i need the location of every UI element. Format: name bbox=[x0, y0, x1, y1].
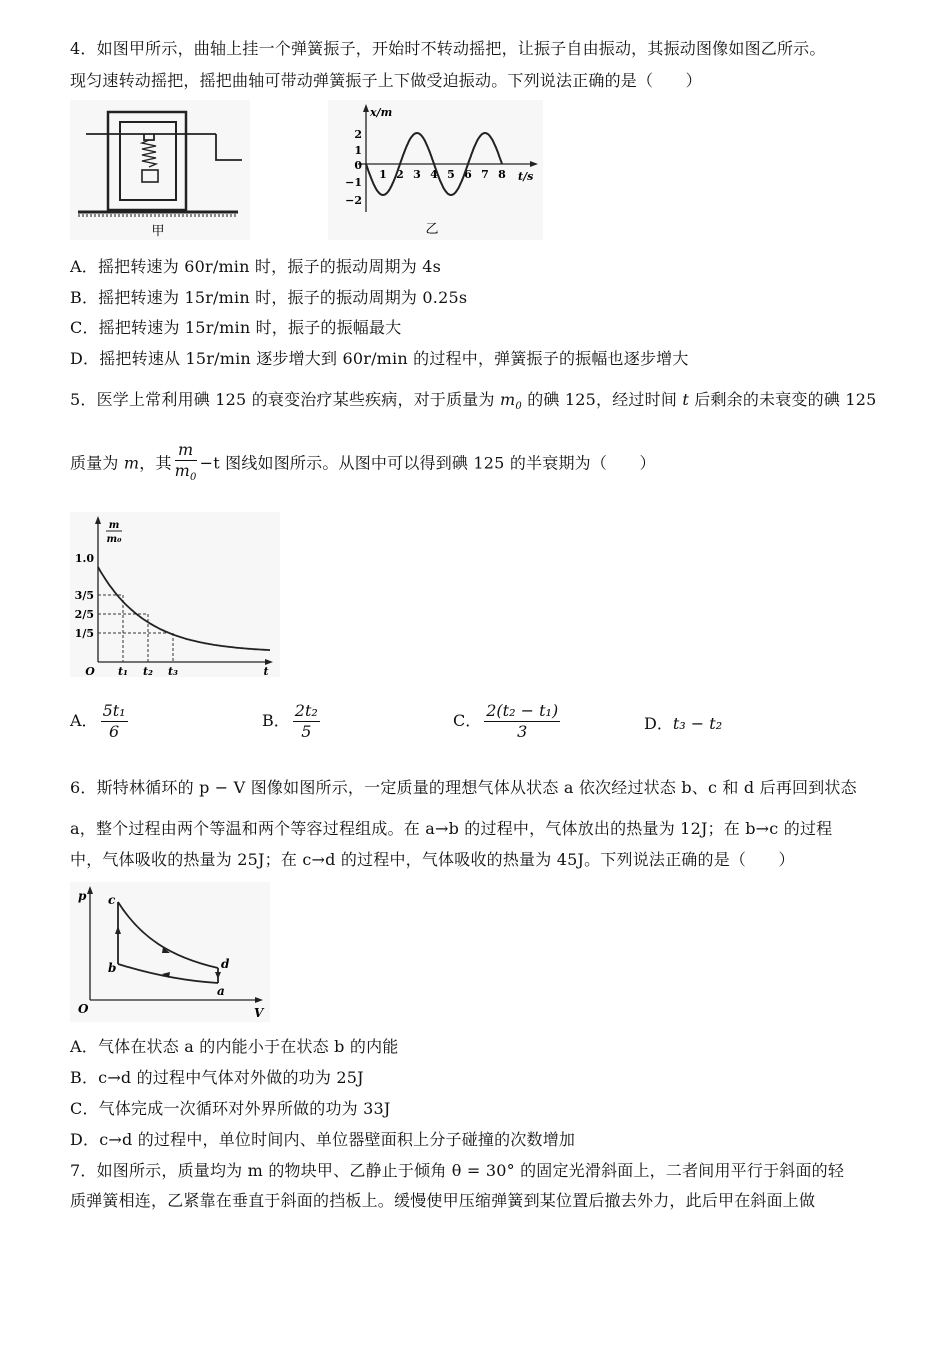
q5-ytick: 3/5 bbox=[74, 589, 94, 602]
q4-figure-apparatus bbox=[70, 100, 250, 240]
q5-symbol-m: m bbox=[123, 453, 140, 473]
q5-symbol-t: t bbox=[682, 390, 689, 409]
q5-stem-line2 bbox=[70, 440, 656, 488]
q6-point-c: c bbox=[108, 893, 116, 907]
q4-graph-ylabel: x/m bbox=[370, 106, 393, 119]
q7-stem-line2: 质弹簧相连，乙紧靠在垂直于斜面的挡板上。缓慢使甲压缩弹簧到某位置后撤去外力，此后甲在斜面上做 bbox=[70, 1191, 816, 1210]
q5-option-b[interactable]: B． $\frac{\text{2t₂}}{5}$ bbox=[262, 701, 318, 741]
q4-xtick: 7 bbox=[481, 168, 489, 181]
q4-xtick: 2 bbox=[396, 168, 404, 181]
q5-xtick: O bbox=[85, 665, 95, 677]
q5-option-a[interactable]: A． $\frac{\text{5t₁}}{6}$ bbox=[70, 701, 126, 741]
q4-xtick: 8 bbox=[498, 168, 506, 181]
q4-option-c[interactable]: C．摇把转速为 15r/min 时，振子的振幅最大 bbox=[70, 318, 402, 337]
q4-graph-xlabel: t/s bbox=[518, 170, 534, 183]
q4-xtick: 4 bbox=[430, 168, 438, 181]
q4-xtick: 5 bbox=[447, 168, 455, 181]
q6-stem-line1: 6．斯特林循环的 p − V 图像如图所示，一定质量的理想气体从状态 a 依次经过状态 b、c 和 d 后再回到状态 bbox=[70, 778, 857, 797]
q6-option-d[interactable]: D．c→d 的过程中，单位时间内、单位器壁面积上分子碰撞的次数增加 bbox=[70, 1130, 576, 1149]
q5-ytick: 2/5 bbox=[74, 608, 94, 621]
q5-fraction-m-over-m0: $\frac{m}{m_0}$ bbox=[174, 440, 197, 484]
q4-xtick: 1 bbox=[379, 168, 387, 181]
q6-axis-p: p bbox=[78, 889, 87, 903]
q4-ytick: −1 bbox=[345, 176, 362, 189]
q6-stem-line2: a，整个过程由两个等温和两个等容过程组成。在 a→b 的过程中，气体放出的热量为 12J；在 b→c 的过程 bbox=[70, 819, 833, 838]
q6-option-a[interactable]: A．气体在状态 a 的内能小于在状态 b 的内能 bbox=[70, 1037, 399, 1056]
q4-caption-jia: 甲 bbox=[151, 224, 165, 239]
q5-stem-line1 bbox=[70, 389, 876, 418]
q4-ytick: 0 bbox=[354, 159, 362, 172]
q4-caption-yi: 乙 bbox=[425, 222, 439, 237]
q6-figure-pv-graph bbox=[70, 882, 270, 1022]
q4-option-d[interactable]: D．摇把转速从 15r/min 逐步增大到 60r/min 的过程中，弹簧振子的振幅也逐步增大 bbox=[70, 349, 689, 368]
q5-text-part: −t 图线如图所示。从图中可以得到碘 125 的半衰期为（ ） bbox=[199, 453, 656, 473]
q4-ytick: −2 bbox=[345, 194, 362, 207]
q4-option-b[interactable]: B．摇把转速为 15r/min 时，振子的振动周期为 0.25s bbox=[70, 288, 468, 307]
q5-text-part: 后剩余的未衰变的碘 125 bbox=[688, 390, 877, 409]
q6-option-b[interactable]: B．c→d 的过程中气体对外做的功为 25J bbox=[70, 1068, 364, 1087]
q5-text-part: 5．医学上常利用碘 125 的衰变治疗某些疾病，对于质量为 bbox=[70, 390, 500, 409]
q4-ytick: 2 bbox=[354, 128, 362, 141]
q6-stem-line3: 中，气体吸收的热量为 25J；在 c→d 的过程中，气体吸收的热量为 45J。下列说法正确的是（ ） bbox=[70, 850, 795, 869]
q4-ytick: 1 bbox=[354, 144, 362, 157]
q5-option-d[interactable]: D．t₃ − t₂ bbox=[644, 714, 723, 733]
q4-xtick: 3 bbox=[413, 168, 421, 181]
q6-point-d: d bbox=[221, 957, 230, 971]
q5-xtick: t₁ bbox=[118, 665, 128, 677]
q4-stem-line2: 现匀速转动摇把，摇把曲轴可带动弹簧振子上下做受迫振动。下列说法正确的是（ ） bbox=[70, 71, 702, 90]
q5-symbol-m0: $m_0$ bbox=[499, 390, 522, 413]
q5-xtick: t₃ bbox=[168, 665, 178, 677]
q4-figure-graph bbox=[328, 100, 543, 240]
q5-text-part: 质量为 bbox=[70, 453, 124, 473]
q5-ytick: 1/5 bbox=[74, 627, 94, 640]
q5-figure-graph bbox=[70, 512, 280, 677]
q5-text-part: 的碘 125，经过时间 bbox=[521, 390, 683, 409]
q6-option-c[interactable]: C．气体完成一次循环对外界所做的功为 33J bbox=[70, 1099, 391, 1118]
q4-stem-line1: 4．如图甲所示，曲轴上挂一个弹簧振子，开始时不转动摇把，让振子自由振动，其振动图像如图乙所示。 bbox=[70, 39, 826, 58]
q4-xtick: 6 bbox=[464, 168, 472, 181]
q5-text-part: ，其 bbox=[139, 453, 172, 473]
q5-ytick: 1.0 bbox=[74, 552, 94, 565]
q6-axis-v: V bbox=[254, 1006, 264, 1020]
q5-ylabel-den: m₀ bbox=[106, 534, 122, 545]
q5-xtick: t₂ bbox=[143, 665, 153, 677]
q7-stem-line1: 7．如图所示，质量均为 m 的物块甲、乙静止于倾角 θ = 30° 的固定光滑斜面上，二者间用平行于斜面的轻 bbox=[70, 1161, 845, 1180]
q4-option-a[interactable]: A．摇把转速为 60r/min 时，振子的振动周期为 4s bbox=[70, 257, 441, 276]
q5-option-c[interactable]: C． $\frac{\text{2(t₂ − t₁)}}{3}$ bbox=[453, 701, 559, 741]
q6-point-a: a bbox=[217, 984, 225, 998]
q5-ylabel-num: m bbox=[108, 520, 120, 531]
q6-point-b: b bbox=[108, 961, 117, 975]
q5-xlabel: t bbox=[263, 665, 269, 677]
q6-origin: O bbox=[78, 1002, 89, 1016]
